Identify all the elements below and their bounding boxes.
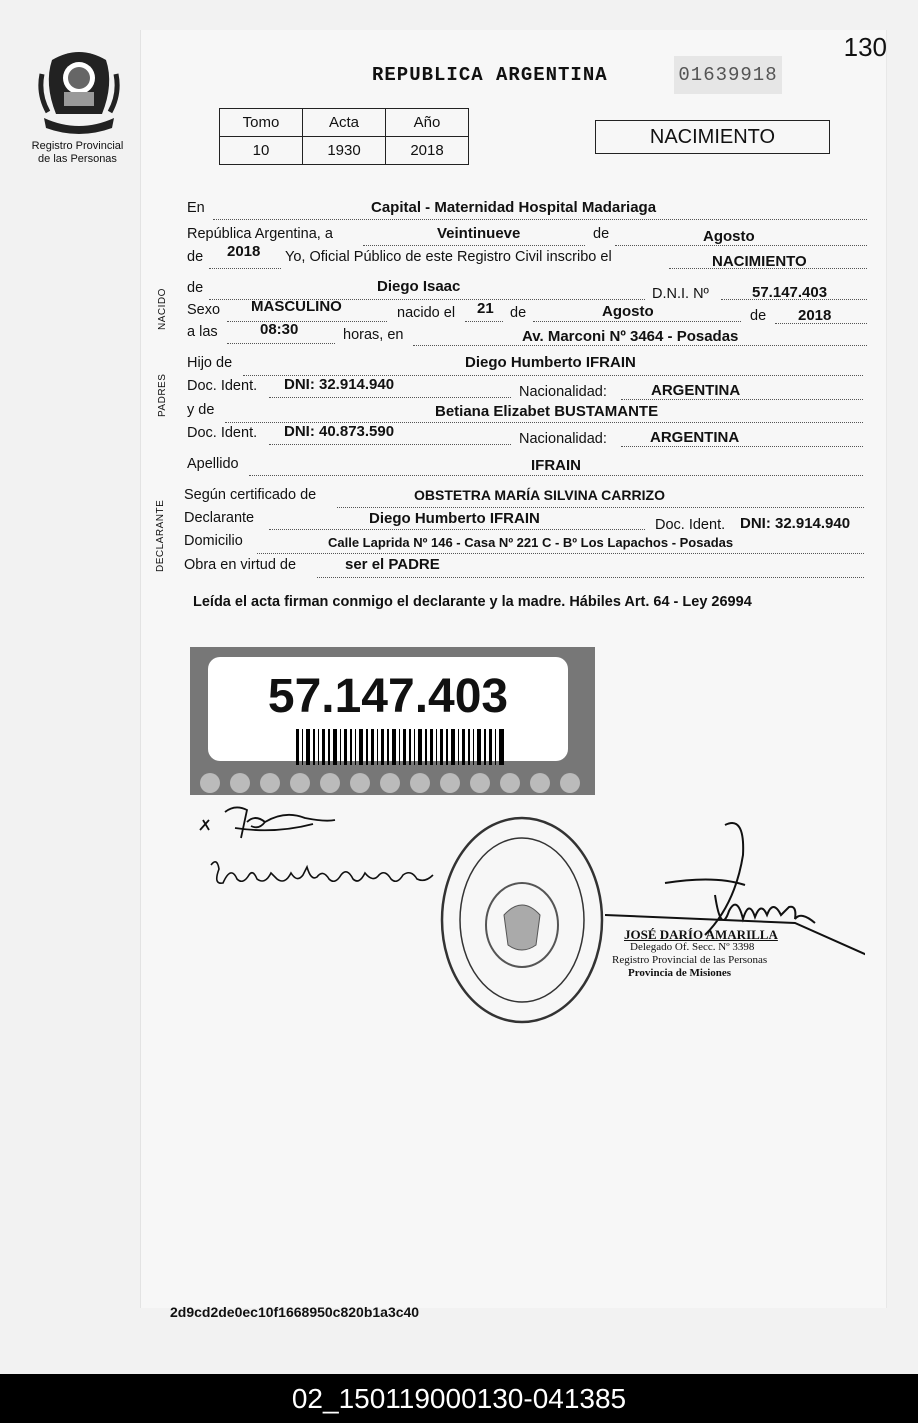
label-y-de: y de <box>187 402 215 418</box>
dotted-line <box>465 320 503 322</box>
label-declarante: Declarante <box>184 510 255 526</box>
label-doc-ident-3: Doc. Ident. <box>655 517 726 533</box>
dotted-line <box>269 528 645 530</box>
value-tomo: 10 <box>220 137 303 165</box>
provincia-misiones-logo-icon <box>38 44 120 136</box>
registry-table <box>219 108 469 165</box>
value-dia-registro: Veintinueve <box>437 225 521 242</box>
logo-caption <box>20 140 135 166</box>
dotted-line <box>269 396 511 398</box>
row-sexo <box>187 298 867 324</box>
value-hora: 08:30 <box>260 321 299 338</box>
signature-mother-icon <box>207 855 442 895</box>
barcode-icon <box>296 729 504 765</box>
value-obra: ser el PADRE <box>345 556 440 573</box>
value-mes-nac: Agosto <box>602 303 654 320</box>
row-anio-registro <box>187 243 867 270</box>
stamp-pattern-icon <box>190 770 595 795</box>
dotted-line <box>257 552 864 554</box>
official-seal-icon <box>440 815 605 1025</box>
side-label-padres: PADRES <box>157 373 168 417</box>
page-number: 130 <box>843 32 887 62</box>
value-apellido: IFRAIN <box>531 457 581 474</box>
dotted-line <box>363 244 585 246</box>
official-office: Registro Provincial de las Personas <box>612 954 768 966</box>
row-declarante <box>184 510 864 533</box>
label-dni: D.N.I. Nº <box>652 286 709 302</box>
label-doc-ident-1: Doc. Ident. <box>187 378 258 394</box>
value-dni: 57.147.403 <box>752 284 828 301</box>
row-fecha-registro <box>187 226 867 246</box>
dotted-line <box>533 320 741 322</box>
dotted-line <box>269 443 511 445</box>
value-madre-doc: DNI: 40.873.590 <box>284 423 395 440</box>
dotted-line <box>317 576 864 578</box>
label-hijo-de: Hijo de <box>187 355 233 371</box>
row-madre-doc <box>187 425 863 445</box>
row-hora-lugar <box>187 321 867 345</box>
serial-number: 01639918 <box>674 56 782 94</box>
dotted-line <box>213 218 867 220</box>
label-yo: Yo, Oficial Público de este Registro Civil inscribo el <box>285 249 612 265</box>
value-acto: NACIMIENTO <box>712 253 807 270</box>
row-madre <box>187 402 863 422</box>
label-sexo: Sexo <box>187 302 221 318</box>
signature-block <box>612 927 778 980</box>
official-name: JOSÉ DARÍO AMARILLA <box>624 927 778 942</box>
dotted-line <box>249 474 863 476</box>
closing-note: Leída el acta firman conmigo el declarante y la madre. Hábiles Art. 64 - Ley 26994 <box>193 594 752 610</box>
label-de-mes: de <box>593 226 610 242</box>
dotted-line <box>337 506 864 508</box>
official-title: Delegado Of. Secc. Nº 3398 <box>630 941 755 953</box>
value-mes-registro: Agosto <box>703 228 755 245</box>
row-nombre <box>187 280 867 300</box>
label-doc-ident-2: Doc. Ident. <box>187 425 258 441</box>
label-segun: Según certificado de <box>184 487 317 503</box>
value-padre-nac: ARGENTINA <box>651 382 741 399</box>
side-label-nacido: NACIDO <box>157 288 168 330</box>
official-province: Provincia de Misiones <box>628 967 732 979</box>
label-obra: Obra en virtud de <box>184 557 297 573</box>
label-nacionalidad-1: Nacionalidad: <box>519 384 607 400</box>
document-title: REPUBLICA ARGENTINA <box>372 64 608 86</box>
row-obra <box>184 556 864 577</box>
logo-caption-line1: Registro Provincial <box>31 140 124 152</box>
dni-stamp <box>190 647 595 795</box>
value-lugar-nac: Av. Marconi Nº 3464 - Posadas <box>522 328 739 345</box>
value-declarante: Diego Humberto IFRAIN <box>369 510 540 527</box>
value-domicilio: Calle Laprida Nº 146 - Casa Nº 221 C - Bº Los Lapachos - Posadas <box>328 535 734 550</box>
label-de-bmonth: de <box>750 308 767 324</box>
label-de-anio: de <box>187 249 204 265</box>
label-domicilio: Domicilio <box>184 533 243 549</box>
label-nacionalidad-2: Nacionalidad: <box>519 431 607 447</box>
row-padre-doc <box>187 378 863 398</box>
label-republica: República Argentina, a <box>187 226 333 242</box>
value-madre-nac: ARGENTINA <box>650 429 740 446</box>
side-label-declarante: DECLARANTE <box>155 499 166 572</box>
value-dia-nac: 21 <box>477 300 494 317</box>
value-lugar: Capital - Maternidad Hospital Madariaga <box>371 199 657 216</box>
dni-stamp-inner <box>208 657 568 761</box>
value-anio-registro: 2018 <box>227 243 261 260</box>
row-domicilio <box>184 533 864 553</box>
label-en: En <box>187 200 205 216</box>
value-sexo: MASCULINO <box>251 298 342 315</box>
label-de-dia: de <box>510 305 527 321</box>
logo-caption-line2: de las Personas <box>38 153 117 165</box>
value-nombre: Diego Isaac <box>377 278 461 295</box>
signature-father-icon <box>195 800 345 845</box>
dni-stamp-number: 57.147.403 <box>267 670 509 723</box>
value-anio-nac: 2018 <box>798 307 832 324</box>
label-horas-en: horas, en <box>343 327 404 343</box>
dotted-line <box>227 342 335 344</box>
row-apellido <box>187 456 863 476</box>
dotted-line <box>209 267 281 269</box>
value-anio: 2018 <box>386 137 469 165</box>
value-padre-doc: DNI: 32.914.940 <box>284 376 395 393</box>
label-de-nombre: de <box>187 280 204 296</box>
row-certificado <box>184 487 864 507</box>
label-apellido: Apellido <box>187 456 239 472</box>
label-nacido-el: nacido el <box>397 305 456 321</box>
value-madre: Betiana Elizabet BUSTAMANTE <box>435 403 659 420</box>
value-acta: 1930 <box>303 137 386 165</box>
dotted-line <box>227 320 387 322</box>
footer-id: 02_150119000130-041385 <box>291 1383 627 1414</box>
document-hash: 2d9cd2de0ec10f1668950c820b1a3c40 <box>170 1304 420 1320</box>
row-padre <box>187 355 863 375</box>
value-padre: Diego Humberto IFRAIN <box>465 354 636 371</box>
row-lugar <box>187 200 867 220</box>
value-declarante-doc: DNI: 32.914.940 <box>740 515 851 532</box>
header-acta: Acta <box>303 109 386 137</box>
value-certificado: OBSTETRA MARÍA SILVINA CARRIZO <box>414 487 665 503</box>
record-type-box: NACIMIENTO <box>595 120 830 154</box>
footer-bar <box>0 1374 918 1423</box>
label-a-las: a las <box>187 324 218 340</box>
header-tomo: Tomo <box>220 109 303 137</box>
header-anio: Año <box>386 109 469 137</box>
